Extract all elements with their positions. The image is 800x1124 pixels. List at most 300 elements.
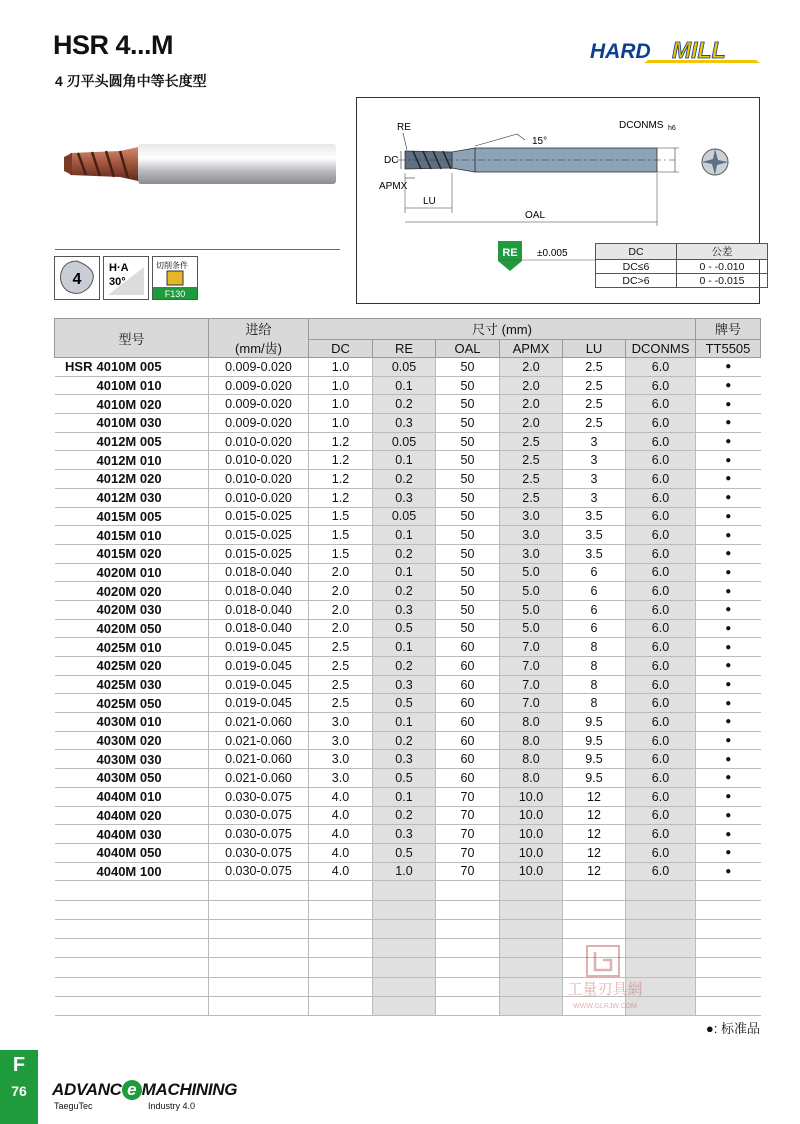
value-cell: 0.05 bbox=[373, 358, 436, 377]
value-cell: 70 bbox=[436, 806, 500, 825]
value-cell: 0.015-0.025 bbox=[209, 526, 309, 545]
table-row bbox=[55, 582, 761, 601]
value-cell: 2.0 bbox=[500, 395, 563, 414]
value-cell: 4.0 bbox=[309, 787, 373, 806]
model-cell bbox=[55, 544, 209, 563]
empty-cell bbox=[55, 919, 209, 938]
section-tab bbox=[0, 1050, 38, 1124]
value-cell: 1.5 bbox=[309, 544, 373, 563]
value-cell: 0.2 bbox=[373, 544, 436, 563]
value-cell: 6.0 bbox=[626, 862, 696, 881]
value-cell: 60 bbox=[436, 731, 500, 750]
value-cell: 6.0 bbox=[626, 395, 696, 414]
grade-mark: ● bbox=[696, 638, 761, 657]
empty-cell bbox=[436, 939, 500, 958]
table-row bbox=[55, 451, 761, 470]
grade-mark: ● bbox=[696, 414, 761, 433]
value-cell: 8 bbox=[563, 638, 626, 657]
empty-cell bbox=[436, 997, 500, 1016]
value-cell: 4.0 bbox=[309, 806, 373, 825]
value-cell: 2.0 bbox=[309, 563, 373, 582]
value-cell: 6 bbox=[563, 582, 626, 601]
svg-text:30°: 30° bbox=[109, 276, 126, 288]
empty-cell bbox=[373, 939, 436, 958]
model-code: 4025M 010 bbox=[96, 639, 162, 655]
value-cell: 12 bbox=[563, 843, 626, 862]
empty-cell bbox=[436, 900, 500, 919]
value-cell: 0.2 bbox=[373, 395, 436, 414]
sub-header-re: RE bbox=[373, 339, 436, 357]
value-cell: 3.0 bbox=[309, 769, 373, 788]
value-cell: 1.0 bbox=[309, 395, 373, 414]
model-code: 4010M 010 bbox=[96, 378, 162, 394]
empty-cell bbox=[500, 881, 563, 900]
empty-cell bbox=[309, 958, 373, 977]
value-cell: 9.5 bbox=[563, 731, 626, 750]
value-cell: 5.0 bbox=[500, 600, 563, 619]
value-cell: 9.5 bbox=[563, 713, 626, 732]
model-code: 4025M 020 bbox=[96, 658, 162, 674]
value-cell: 70 bbox=[436, 843, 500, 862]
value-cell: 2.0 bbox=[309, 582, 373, 601]
tol-cell: DC≤6 bbox=[596, 260, 677, 274]
value-cell: 0.010-0.020 bbox=[209, 470, 309, 489]
value-cell: 6.0 bbox=[626, 432, 696, 451]
value-cell: 6.0 bbox=[626, 358, 696, 377]
empty-cell bbox=[696, 919, 761, 938]
value-cell: 6.0 bbox=[626, 806, 696, 825]
value-cell: 6.0 bbox=[626, 694, 696, 713]
table-row bbox=[55, 787, 761, 806]
sub-header-apmx: APMX bbox=[500, 339, 563, 357]
value-cell: 0.1 bbox=[373, 787, 436, 806]
model-code: 4030M 030 bbox=[96, 751, 162, 767]
model-cell bbox=[55, 395, 209, 414]
value-cell: 6.0 bbox=[626, 787, 696, 806]
value-cell: 6.0 bbox=[626, 825, 696, 844]
model-cell bbox=[55, 414, 209, 433]
empty-cell bbox=[209, 939, 309, 958]
empty-cell bbox=[373, 900, 436, 919]
value-cell: 0.5 bbox=[373, 619, 436, 638]
grade-mark: ● bbox=[696, 675, 761, 694]
value-cell: 1.5 bbox=[309, 507, 373, 526]
value-cell: 50 bbox=[436, 619, 500, 638]
table-row bbox=[55, 750, 761, 769]
value-cell: 6.0 bbox=[626, 750, 696, 769]
apmx-label: APMX bbox=[379, 181, 408, 192]
empty-cell bbox=[563, 919, 626, 938]
value-cell: 2.5 bbox=[500, 432, 563, 451]
value-cell: 0.2 bbox=[373, 731, 436, 750]
empty-cell bbox=[563, 900, 626, 919]
model-code: 4010M 005 bbox=[96, 359, 162, 375]
value-cell: 50 bbox=[436, 470, 500, 489]
table-row bbox=[55, 544, 761, 563]
table-row bbox=[55, 675, 761, 694]
sub-header-lu: LU bbox=[563, 339, 626, 357]
value-cell: 2.5 bbox=[563, 414, 626, 433]
grade-mark: ● bbox=[696, 544, 761, 563]
empty-cell bbox=[436, 958, 500, 977]
empty-cell bbox=[309, 977, 373, 996]
model-code: 4015M 005 bbox=[96, 508, 162, 524]
grade-mark: ● bbox=[696, 862, 761, 881]
empty-cell bbox=[500, 919, 563, 938]
value-cell: 12 bbox=[563, 825, 626, 844]
svg-text:4: 4 bbox=[72, 271, 82, 288]
page-subtitle: 4 刃平头圆角中等长度型 bbox=[55, 73, 207, 89]
svg-text:工量刃具網: 工量刃具網 bbox=[567, 980, 643, 998]
value-cell: 6 bbox=[563, 563, 626, 582]
value-cell: 3.5 bbox=[563, 526, 626, 545]
value-cell: 3.0 bbox=[309, 731, 373, 750]
value-cell: 0.021-0.060 bbox=[209, 713, 309, 732]
svg-text:F130: F130 bbox=[164, 289, 186, 299]
grade-mark: ● bbox=[696, 470, 761, 489]
value-cell: 60 bbox=[436, 769, 500, 788]
model-code: 4012M 020 bbox=[96, 471, 162, 487]
empty-cell bbox=[696, 958, 761, 977]
value-cell: 10.0 bbox=[500, 806, 563, 825]
value-cell: 60 bbox=[436, 750, 500, 769]
grade-mark: ● bbox=[696, 713, 761, 732]
table-row bbox=[55, 600, 761, 619]
table-body bbox=[55, 358, 761, 1016]
model-cell bbox=[55, 694, 209, 713]
value-cell: 0.009-0.020 bbox=[209, 358, 309, 377]
value-cell: 8.0 bbox=[500, 713, 563, 732]
value-cell: 8 bbox=[563, 694, 626, 713]
grade-mark: ● bbox=[696, 488, 761, 507]
value-cell: 2.5 bbox=[309, 675, 373, 694]
empty-cell bbox=[309, 939, 373, 958]
value-cell: 7.0 bbox=[500, 694, 563, 713]
value-cell: 0.030-0.075 bbox=[209, 787, 309, 806]
value-cell: 60 bbox=[436, 713, 500, 732]
value-cell: 4.0 bbox=[309, 843, 373, 862]
model-code: 4020M 030 bbox=[96, 602, 162, 618]
empty-cell bbox=[436, 977, 500, 996]
grade-mark: ● bbox=[696, 600, 761, 619]
value-cell: 1.0 bbox=[309, 358, 373, 377]
empty-cell bbox=[696, 900, 761, 919]
value-cell: 0.2 bbox=[373, 470, 436, 489]
value-cell: 3 bbox=[563, 432, 626, 451]
value-cell: 0.021-0.060 bbox=[209, 750, 309, 769]
empty-cell bbox=[500, 900, 563, 919]
h6-label: h6 bbox=[668, 125, 676, 132]
value-cell: 1.0 bbox=[309, 414, 373, 433]
model-code: 4020M 020 bbox=[96, 583, 162, 599]
value-cell: 8.0 bbox=[500, 750, 563, 769]
value-cell: 50 bbox=[436, 544, 500, 563]
empty-cell bbox=[209, 881, 309, 900]
lu-label: LU bbox=[423, 196, 436, 207]
model-cell bbox=[55, 600, 209, 619]
table-row bbox=[55, 713, 761, 732]
model-cell bbox=[55, 675, 209, 694]
sub-header-dc: DC bbox=[309, 339, 373, 357]
value-cell: 2.0 bbox=[500, 376, 563, 395]
empty-cell bbox=[209, 919, 309, 938]
value-cell: 0.019-0.045 bbox=[209, 657, 309, 676]
grade-mark: ● bbox=[696, 358, 761, 377]
brand-taegutec: TaeguTec bbox=[54, 1101, 93, 1111]
value-cell: 0.021-0.060 bbox=[209, 731, 309, 750]
empty-cell bbox=[373, 977, 436, 996]
empty-cell bbox=[55, 997, 209, 1016]
empty-row bbox=[55, 900, 761, 919]
model-code: 4030M 010 bbox=[96, 714, 162, 730]
value-cell: 0.021-0.060 bbox=[209, 769, 309, 788]
table-row bbox=[55, 507, 761, 526]
value-cell: 0.019-0.045 bbox=[209, 638, 309, 657]
value-cell: 0.015-0.025 bbox=[209, 507, 309, 526]
value-cell: 0.1 bbox=[373, 451, 436, 470]
value-cell: 3.0 bbox=[309, 713, 373, 732]
model-prefix: HSR bbox=[65, 359, 93, 375]
value-cell: 2.0 bbox=[500, 358, 563, 377]
model-code: 4012M 010 bbox=[96, 452, 162, 468]
value-cell: 0.5 bbox=[373, 843, 436, 862]
empty-cell bbox=[55, 939, 209, 958]
table-row bbox=[55, 862, 761, 881]
re-label: RE bbox=[397, 122, 411, 133]
value-cell: 6.0 bbox=[626, 619, 696, 638]
tol-cell: 0 - -0.015 bbox=[677, 274, 768, 288]
value-cell: 8 bbox=[563, 657, 626, 676]
angle-label: 15° bbox=[532, 136, 548, 147]
value-cell: 0.1 bbox=[373, 376, 436, 395]
model-cell bbox=[55, 563, 209, 582]
empty-cell bbox=[626, 900, 696, 919]
value-cell: 0.018-0.040 bbox=[209, 600, 309, 619]
empty-cell bbox=[373, 881, 436, 900]
value-cell: 2.5 bbox=[500, 488, 563, 507]
model-code: 4040M 050 bbox=[96, 845, 162, 861]
value-cell: 0.2 bbox=[373, 657, 436, 676]
svg-text:切削条件: 切削条件 bbox=[156, 261, 188, 270]
model-cell bbox=[55, 657, 209, 676]
value-cell: 0.05 bbox=[373, 432, 436, 451]
grade-mark: ● bbox=[696, 694, 761, 713]
value-cell: 5.0 bbox=[500, 563, 563, 582]
product-table bbox=[54, 318, 761, 1016]
value-cell: 2.5 bbox=[500, 451, 563, 470]
table-row bbox=[55, 395, 761, 414]
value-cell: 0.018-0.040 bbox=[209, 582, 309, 601]
value-cell: 6.0 bbox=[626, 582, 696, 601]
oal-label: OAL bbox=[525, 210, 546, 221]
watermark bbox=[535, 942, 675, 1012]
value-cell: 6.0 bbox=[626, 488, 696, 507]
svg-text:WWW.GLRJW.COM: WWW.GLRJW.COM bbox=[573, 1003, 637, 1010]
model-code: 4020M 010 bbox=[96, 564, 162, 580]
table-row bbox=[55, 526, 761, 545]
value-cell: 60 bbox=[436, 657, 500, 676]
model-cell bbox=[55, 470, 209, 489]
model-cell bbox=[55, 731, 209, 750]
model-cell bbox=[55, 451, 209, 470]
value-cell: 10.0 bbox=[500, 825, 563, 844]
value-cell: 5.0 bbox=[500, 619, 563, 638]
model-cell bbox=[55, 769, 209, 788]
value-cell: 0.019-0.045 bbox=[209, 675, 309, 694]
helix-angle-icon bbox=[103, 256, 149, 300]
value-cell: 1.2 bbox=[309, 470, 373, 489]
grade-mark: ● bbox=[696, 376, 761, 395]
empty-cell bbox=[696, 881, 761, 900]
sub-header-tt5505: TT5505 bbox=[696, 339, 761, 357]
value-cell: 0.1 bbox=[373, 563, 436, 582]
table-row bbox=[55, 638, 761, 657]
model-cell bbox=[55, 843, 209, 862]
model-code: 4012M 030 bbox=[96, 490, 162, 506]
advance-machining-logo: ADVANC e MACHINING bbox=[52, 1080, 238, 1099]
grade-mark: ● bbox=[696, 750, 761, 769]
value-cell: 3 bbox=[563, 488, 626, 507]
value-cell: 3.5 bbox=[563, 544, 626, 563]
empty-row bbox=[55, 881, 761, 900]
model-code: 4012M 005 bbox=[96, 434, 162, 450]
value-cell: 0.3 bbox=[373, 414, 436, 433]
value-cell: 7.0 bbox=[500, 675, 563, 694]
value-cell: 0.030-0.075 bbox=[209, 843, 309, 862]
value-cell: 10.0 bbox=[500, 843, 563, 862]
model-code: 4010M 030 bbox=[96, 415, 162, 431]
value-cell: 0.3 bbox=[373, 600, 436, 619]
empty-row bbox=[55, 919, 761, 938]
col-header-model: 型号 bbox=[55, 319, 209, 358]
dconms-label: DCONMS bbox=[619, 120, 664, 131]
value-cell: 0.009-0.020 bbox=[209, 414, 309, 433]
table-row bbox=[55, 843, 761, 862]
value-cell: 9.5 bbox=[563, 769, 626, 788]
model-cell bbox=[55, 619, 209, 638]
model-code: 4025M 050 bbox=[96, 695, 162, 711]
value-cell: 0.2 bbox=[373, 582, 436, 601]
value-cell: 50 bbox=[436, 451, 500, 470]
page-title: HSR 4...M bbox=[53, 30, 174, 60]
value-cell: 50 bbox=[436, 358, 500, 377]
table-row bbox=[55, 414, 761, 433]
empty-cell bbox=[309, 881, 373, 900]
value-cell: 0.2 bbox=[373, 806, 436, 825]
value-cell: 0.010-0.020 bbox=[209, 432, 309, 451]
table-row bbox=[55, 563, 761, 582]
value-cell: 2.0 bbox=[500, 414, 563, 433]
empty-cell bbox=[209, 900, 309, 919]
value-cell: 2.0 bbox=[309, 600, 373, 619]
brand-industry: Industry 4.0 bbox=[148, 1101, 196, 1111]
value-cell: 0.5 bbox=[373, 769, 436, 788]
dc-label: DC bbox=[384, 155, 399, 166]
value-cell: 7.0 bbox=[500, 657, 563, 676]
value-cell: 2.0 bbox=[309, 619, 373, 638]
value-cell: 70 bbox=[436, 862, 500, 881]
empty-cell bbox=[55, 900, 209, 919]
value-cell: 8.0 bbox=[500, 769, 563, 788]
grade-mark: ● bbox=[696, 806, 761, 825]
re-badge bbox=[498, 241, 522, 271]
model-code: 4040M 030 bbox=[96, 826, 162, 842]
model-code: 4015M 010 bbox=[96, 527, 162, 543]
value-cell: 3.0 bbox=[500, 544, 563, 563]
value-cell: 3.0 bbox=[500, 507, 563, 526]
model-cell bbox=[55, 825, 209, 844]
table-row bbox=[55, 825, 761, 844]
value-cell: 10.0 bbox=[500, 787, 563, 806]
value-cell: 70 bbox=[436, 825, 500, 844]
tol-header-tolerance: 公差 bbox=[677, 244, 768, 260]
value-cell: 0.5 bbox=[373, 694, 436, 713]
legend-standard: ●: 标准品 bbox=[705, 1021, 760, 1036]
grade-mark: ● bbox=[696, 787, 761, 806]
empty-cell bbox=[696, 977, 761, 996]
model-code: 4015M 020 bbox=[96, 546, 162, 562]
model-code: 4040M 010 bbox=[96, 789, 162, 805]
model-cell bbox=[55, 376, 209, 395]
col-header-dimensions: 尺寸 (mm) bbox=[309, 319, 696, 340]
col-header-feed bbox=[209, 319, 309, 358]
cutting-conditions-icon[interactable] bbox=[152, 256, 198, 300]
model-cell bbox=[55, 638, 209, 657]
value-cell: 50 bbox=[436, 600, 500, 619]
model-code: 4030M 050 bbox=[96, 770, 162, 786]
value-cell: 60 bbox=[436, 694, 500, 713]
value-cell: 1.2 bbox=[309, 451, 373, 470]
empty-cell bbox=[436, 919, 500, 938]
value-cell: 3.5 bbox=[563, 507, 626, 526]
value-cell: 0.3 bbox=[373, 488, 436, 507]
svg-text:RE: RE bbox=[502, 247, 518, 259]
empty-cell bbox=[373, 919, 436, 938]
flutes-icon bbox=[54, 256, 100, 300]
value-cell: 8 bbox=[563, 675, 626, 694]
value-cell: 2.5 bbox=[309, 657, 373, 676]
value-cell: 6 bbox=[563, 619, 626, 638]
value-cell: 0.009-0.020 bbox=[209, 395, 309, 414]
grade-mark: ● bbox=[696, 731, 761, 750]
grade-mark: ● bbox=[696, 526, 761, 545]
tol-cell: 0 - -0.010 bbox=[677, 260, 768, 274]
model-cell bbox=[55, 862, 209, 881]
value-cell: 2.5 bbox=[309, 638, 373, 657]
empty-cell bbox=[209, 977, 309, 996]
value-cell: 0.030-0.075 bbox=[209, 862, 309, 881]
value-cell: 2.5 bbox=[563, 376, 626, 395]
table-row bbox=[55, 657, 761, 676]
grade-mark: ● bbox=[696, 657, 761, 676]
tolerance-table bbox=[595, 243, 768, 288]
value-cell: 0.019-0.045 bbox=[209, 694, 309, 713]
value-cell: 1.5 bbox=[309, 526, 373, 545]
empty-cell bbox=[55, 977, 209, 996]
feed-label: 进给 bbox=[245, 322, 272, 337]
value-cell: 6.0 bbox=[626, 544, 696, 563]
section-letter: F bbox=[12, 1054, 26, 1076]
value-cell: 6.0 bbox=[626, 470, 696, 489]
value-cell: 6.0 bbox=[626, 600, 696, 619]
value-cell: 0.3 bbox=[373, 825, 436, 844]
re-tolerance: ±0.005 bbox=[537, 248, 568, 259]
value-cell: 0.010-0.020 bbox=[209, 451, 309, 470]
value-cell: 50 bbox=[436, 507, 500, 526]
table-row bbox=[55, 470, 761, 489]
svg-text:H·A: H·A bbox=[109, 262, 129, 274]
value-cell: 0.030-0.075 bbox=[209, 825, 309, 844]
